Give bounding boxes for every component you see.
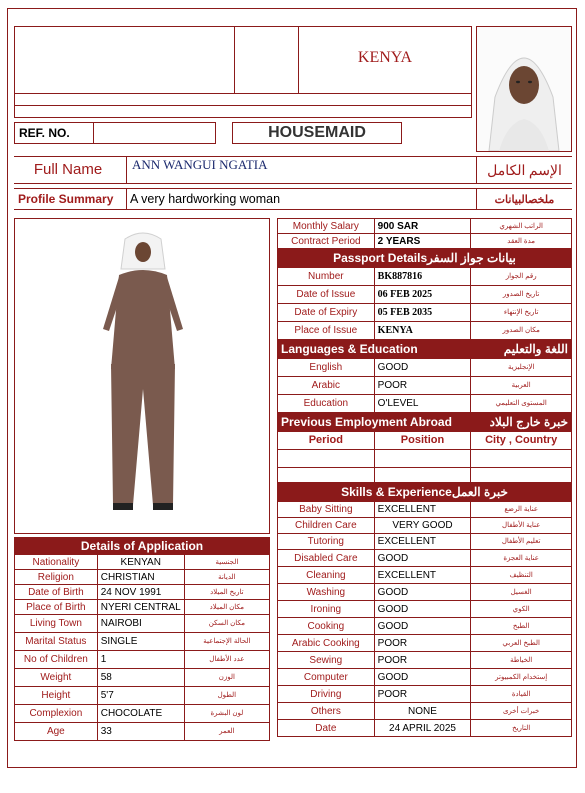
passport-label: Date of Expiry bbox=[278, 304, 375, 322]
application-label-ar: تاريخ الميلاد bbox=[184, 585, 269, 600]
salary-value: 2 YEARS bbox=[374, 234, 471, 249]
skill-label: Date bbox=[278, 720, 375, 737]
employment-empty-cell bbox=[374, 450, 471, 468]
skill-label-ar: التاريخ bbox=[471, 720, 572, 737]
skill-value: GOOD bbox=[374, 669, 471, 686]
passport-label-ar: تاريخ الصدور bbox=[471, 286, 572, 304]
language-value: POOR bbox=[374, 377, 471, 395]
employment-col-position: Position bbox=[374, 432, 471, 450]
skill-value: GOOD bbox=[374, 618, 471, 635]
skill-label: Arabic Cooking bbox=[278, 635, 375, 652]
application-label: Date of Birth bbox=[15, 585, 98, 600]
application-label-ar: الوزن bbox=[184, 669, 269, 687]
full-body-photo bbox=[14, 218, 270, 534]
passport-title bbox=[278, 249, 572, 268]
language-label-ar: المستوى التعليمي bbox=[471, 395, 572, 413]
skill-label: Ironing bbox=[278, 601, 375, 618]
skill-label-ar: الطبخ bbox=[471, 618, 572, 635]
application-value: 5'7 bbox=[97, 687, 184, 705]
skills-title bbox=[278, 483, 572, 502]
skills-title-text-ar: خبرة العمل bbox=[451, 484, 508, 499]
employment-title bbox=[278, 413, 572, 432]
skill-label-ar: عناية الرضع bbox=[471, 502, 572, 518]
application-label-ar: العمر bbox=[184, 723, 269, 741]
skill-label: Washing bbox=[278, 584, 375, 601]
right-table bbox=[277, 218, 572, 737]
employment-col-period: Period bbox=[278, 432, 375, 450]
passport-value: 06 FEB 2025 bbox=[374, 286, 471, 304]
passport-label-ar: تاريخ الإنتهاء bbox=[471, 304, 572, 322]
application-value: NAIROBI bbox=[97, 615, 184, 633]
application-label-ar: لون البشرة bbox=[184, 705, 269, 723]
skills-title-text: Skills & Experience bbox=[341, 484, 452, 499]
skill-label-ar: تعليم الأطفال bbox=[471, 534, 572, 550]
languages-title-text-ar: اللغة والتعليم bbox=[503, 341, 568, 356]
passport-label-ar: رقم الجواز bbox=[471, 268, 572, 286]
skill-label-ar: القيادة bbox=[471, 686, 572, 703]
application-value: KENYAN bbox=[97, 555, 184, 570]
language-label-ar: العربية bbox=[471, 377, 572, 395]
full-name-value: ANN WANGUI NGATIA bbox=[132, 157, 268, 172]
passport-label: Number bbox=[278, 268, 375, 286]
skill-value: EXCELLENT bbox=[374, 534, 471, 550]
skill-label: Baby Sitting bbox=[278, 502, 375, 518]
passport-value: 05 FEB 2035 bbox=[374, 304, 471, 322]
skill-value: POOR bbox=[374, 686, 471, 703]
employment-col-country: City , Country bbox=[471, 432, 572, 450]
language-label: English bbox=[278, 359, 375, 377]
skill-label: Cleaning bbox=[278, 567, 375, 584]
profile-summary-row bbox=[14, 188, 572, 210]
employment-empty-cell bbox=[471, 450, 572, 468]
language-label: Education bbox=[278, 395, 375, 413]
application-label: Living Town bbox=[15, 615, 98, 633]
application-label: Age bbox=[15, 723, 98, 741]
application-value: 24 NOV 1991 bbox=[97, 585, 184, 600]
skill-label: Cooking bbox=[278, 618, 375, 635]
profile-photo bbox=[476, 26, 572, 152]
application-value: CHRISTIAN bbox=[97, 570, 184, 585]
application-label: Weight bbox=[15, 669, 98, 687]
ref-label: REF. NO. bbox=[14, 122, 94, 144]
skill-label-ar: الغسيل bbox=[471, 584, 572, 601]
employment-empty-cell bbox=[471, 468, 572, 483]
application-label: Nationality bbox=[15, 555, 98, 570]
skill-value: GOOD bbox=[374, 601, 471, 618]
skill-value: EXCELLENT bbox=[374, 502, 471, 518]
skill-label: Sewing bbox=[278, 652, 375, 669]
full-name-row bbox=[14, 156, 572, 184]
skill-value: EXCELLENT bbox=[374, 567, 471, 584]
application-label-ar: الجنسية bbox=[184, 555, 269, 570]
passport-value: BK887816 bbox=[374, 268, 471, 286]
application-title: Details of Application bbox=[15, 538, 270, 555]
position-title: HOUSEMAID bbox=[232, 122, 402, 144]
application-label-ar: الحالة الإجتماعية bbox=[184, 633, 269, 651]
skill-label-ar: خبرات أخرى bbox=[471, 703, 572, 720]
passport-value: KENYA bbox=[374, 322, 471, 340]
application-label: Complexion bbox=[15, 705, 98, 723]
salary-label-ar: الراتب الشهري bbox=[471, 219, 572, 234]
application-value: NYERI CENTRAL bbox=[97, 600, 184, 615]
salary-label-ar: مدة العقد bbox=[471, 234, 572, 249]
skill-label: Tutoring bbox=[278, 534, 375, 550]
passport-title-text-ar: بيانات جواز السفر bbox=[427, 250, 516, 265]
application-label-ar: مكان الميلاد bbox=[184, 600, 269, 615]
header-block bbox=[14, 26, 472, 118]
application-value: 33 bbox=[97, 723, 184, 741]
skill-value: POOR bbox=[374, 652, 471, 669]
skill-label-ar: الطبخ العربي bbox=[471, 635, 572, 652]
skill-value: GOOD bbox=[374, 584, 471, 601]
employment-title-text: Previous Employment Abroad bbox=[281, 414, 452, 429]
skill-label: Disabled Care bbox=[278, 550, 375, 567]
skill-label-ar: عناية العجزة bbox=[471, 550, 572, 567]
skill-label-ar: إستخدام الكمبيوتر bbox=[471, 669, 572, 686]
application-value: SINGLE bbox=[97, 633, 184, 651]
country-title: KENYA bbox=[357, 49, 413, 66]
full-name-label-ar: الإسم الكامل bbox=[487, 164, 562, 179]
application-label: Height bbox=[15, 687, 98, 705]
skill-label-ar: الخياطة bbox=[471, 652, 572, 669]
skill-value: NONE bbox=[374, 703, 471, 720]
skill-label-ar: التنظيف bbox=[471, 567, 572, 584]
application-label-ar: مكان السكن bbox=[184, 615, 269, 633]
skill-value: VERY GOOD bbox=[374, 518, 471, 534]
skill-label: Driving bbox=[278, 686, 375, 703]
salary-label: Contract Period bbox=[278, 234, 375, 249]
skill-label-ar: الكوي bbox=[471, 601, 572, 618]
skill-label: Children Care bbox=[278, 518, 375, 534]
language-label-ar: الإنجليزية bbox=[471, 359, 572, 377]
application-table bbox=[14, 537, 270, 741]
profile-summary-label-ar: ملخصالبيانات bbox=[494, 194, 555, 206]
application-label-ar: عدد الأطفال bbox=[184, 651, 269, 669]
ref-row bbox=[14, 122, 472, 146]
skill-label: Others bbox=[278, 703, 375, 720]
application-label-ar: الطول bbox=[184, 687, 269, 705]
skill-value: 24 APRIL 2025 bbox=[374, 720, 471, 737]
passport-label: Place of Issue bbox=[278, 322, 375, 340]
skill-label: Computer bbox=[278, 669, 375, 686]
employment-title-text-ar: خبرة خارج البلاد bbox=[489, 414, 568, 429]
full-name-label: Full Name bbox=[33, 161, 103, 178]
languages-title-text: Languages & Education bbox=[281, 341, 418, 356]
profile-summary-value: A very hardworking woman bbox=[130, 192, 281, 206]
skill-label-ar: عناية الأطفال bbox=[471, 518, 572, 534]
application-label: Place of Birth bbox=[15, 600, 98, 615]
application-label-ar: الديانة bbox=[184, 570, 269, 585]
ref-value bbox=[94, 122, 216, 144]
application-value: 58 bbox=[97, 669, 184, 687]
application-label: No of Children bbox=[15, 651, 98, 669]
application-value: 1 bbox=[97, 651, 184, 669]
employment-empty-cell bbox=[278, 468, 375, 483]
employment-empty-cell bbox=[374, 468, 471, 483]
language-value: O'LEVEL bbox=[374, 395, 471, 413]
passport-label-ar: مكان الصدور bbox=[471, 322, 572, 340]
application-label: Religion bbox=[15, 570, 98, 585]
salary-label: Monthly Salary bbox=[278, 219, 375, 234]
application-value: CHOCOLATE bbox=[97, 705, 184, 723]
skill-value: POOR bbox=[374, 635, 471, 652]
salary-value: 900 SAR bbox=[374, 219, 471, 234]
employment-empty-cell bbox=[278, 450, 375, 468]
passport-title-text: Passport Details bbox=[333, 250, 428, 265]
profile-summary-label: Profile Summary bbox=[18, 192, 114, 206]
passport-label: Date of Issue bbox=[278, 286, 375, 304]
application-label: Marital Status bbox=[15, 633, 98, 651]
language-value: GOOD bbox=[374, 359, 471, 377]
skill-value: GOOD bbox=[374, 550, 471, 567]
languages-title bbox=[278, 340, 572, 359]
language-label: Arabic bbox=[278, 377, 375, 395]
